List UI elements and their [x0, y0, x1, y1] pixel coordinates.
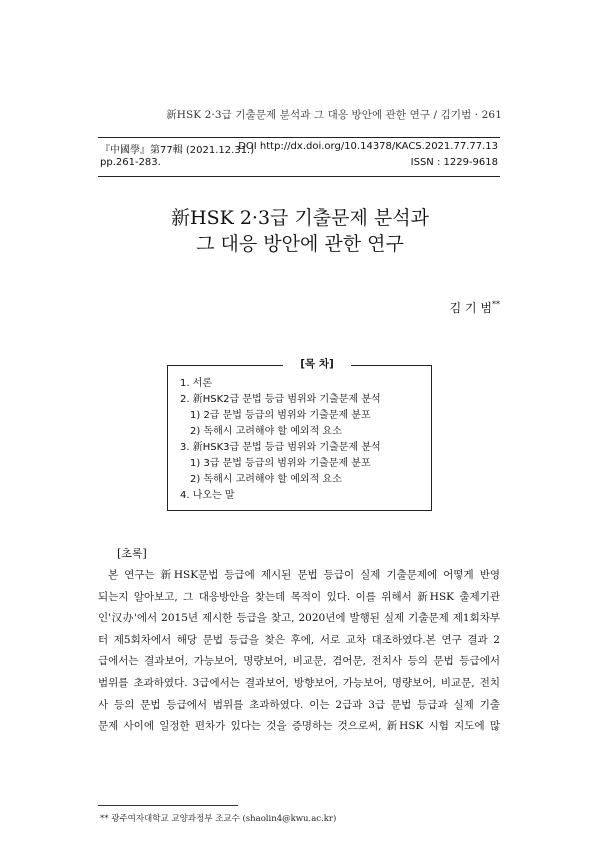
- abstract-line: 문제 사이에 일정한 편차가 있다는 것을 증명하는 것으로써, 新HSK 시험 지도에 많: [98, 720, 500, 733]
- journal-info: 『中國學』第77輯 (2021.12.31.): [100, 145, 255, 156]
- title-line-2: 그 대응 방안에 관한 연구: [196, 233, 404, 255]
- doi-link[interactable]: DOI http://dx.doi.org/10.14378/KACS.2021.77.77.13: [238, 141, 498, 152]
- toc-list: [180, 376, 425, 504]
- citation-row-1: [100, 141, 498, 157]
- title-line-1: 新HSK 2·3급 기출문제 분석과: [171, 207, 429, 229]
- toc-item: 1. 서론: [180, 378, 213, 389]
- citation-box: [98, 137, 500, 177]
- abstract-body: [98, 565, 500, 738]
- abstract-line: 급에서는 결과보어, 가능보어, 명량보어, 비교문, 겸어문, 전치사 등의 문법 등급에서: [98, 655, 500, 668]
- issn: ISSN : 1229-9618: [410, 157, 498, 168]
- author: [450, 299, 500, 316]
- abstract-label: [초록]: [117, 547, 147, 560]
- abstract-line: 터 제5회차에서 해당 문법 등급을 찾은 후에, 서로 교차 대조하였다.본 연구 결과 2: [98, 633, 500, 646]
- footnote-divider: [98, 805, 238, 806]
- toc-subitem: 2) 독해시 고려해야 할 예외적 요소: [190, 474, 342, 485]
- toc-subitem: 2) 독해시 고려해야 할 예외적 요소: [190, 426, 342, 437]
- toc-item: 4. 나오는 말: [180, 490, 235, 501]
- author-name: 김 기 범: [449, 301, 492, 315]
- abstract-line: 사 등의 문법 등급에서 범위를 초과하였다. 이는 2급과 3급 문법 등급과 실제 기출: [98, 698, 500, 711]
- paper-title: [60, 205, 540, 257]
- abstract-line: 범위를 초과하였다. 3급에서는 결과보어, 방향보어, 가능보어, 명량보어, 비교문, 전치: [98, 676, 500, 689]
- author-footnote-mark: **: [492, 300, 500, 309]
- toc-subitem: 1) 2급 문법 등급의 범위와 기출문제 분포: [190, 410, 371, 421]
- citation-row-2: [100, 157, 498, 173]
- abstract-line: 본 연구는 新HSK문법 등급에 제시된 문법 등급이 실제 기출문제에 어떻게 반영: [108, 569, 500, 581]
- running-head: 新HSK 2·3급 기출문제 분석과 그 대응 방안에 관한 연구 / 김기범 · 261: [166, 109, 502, 121]
- abstract-line: 인'汉办'에서 2015년 제시한 등급을 찾고, 2020년에 발행된 실제 기출문제 제1회차부: [98, 612, 500, 625]
- toc-item: 2. 新HSK2급 문법 등급 범위와 기출문제 분석: [180, 394, 381, 405]
- author-footnote: ** 광주여자대학교 교양과정부 조교수 (shaolin4@kwu.ac.kr): [100, 814, 337, 824]
- page-range: pp.261-283.: [100, 157, 161, 168]
- toc-item: 3. 新HSK3급 문법 등급 범위와 기출문제 분석: [180, 442, 381, 453]
- toc-heading: [목 차]: [283, 356, 351, 371]
- abstract-line: 되는지 알아보고, 그 대응방안을 찾는데 목적이 있다. 이를 위해서 新HSK 출제기관: [98, 590, 500, 603]
- toc-subitem: 1) 3급 문법 등급의 범위와 기출문제 분포: [190, 458, 371, 469]
